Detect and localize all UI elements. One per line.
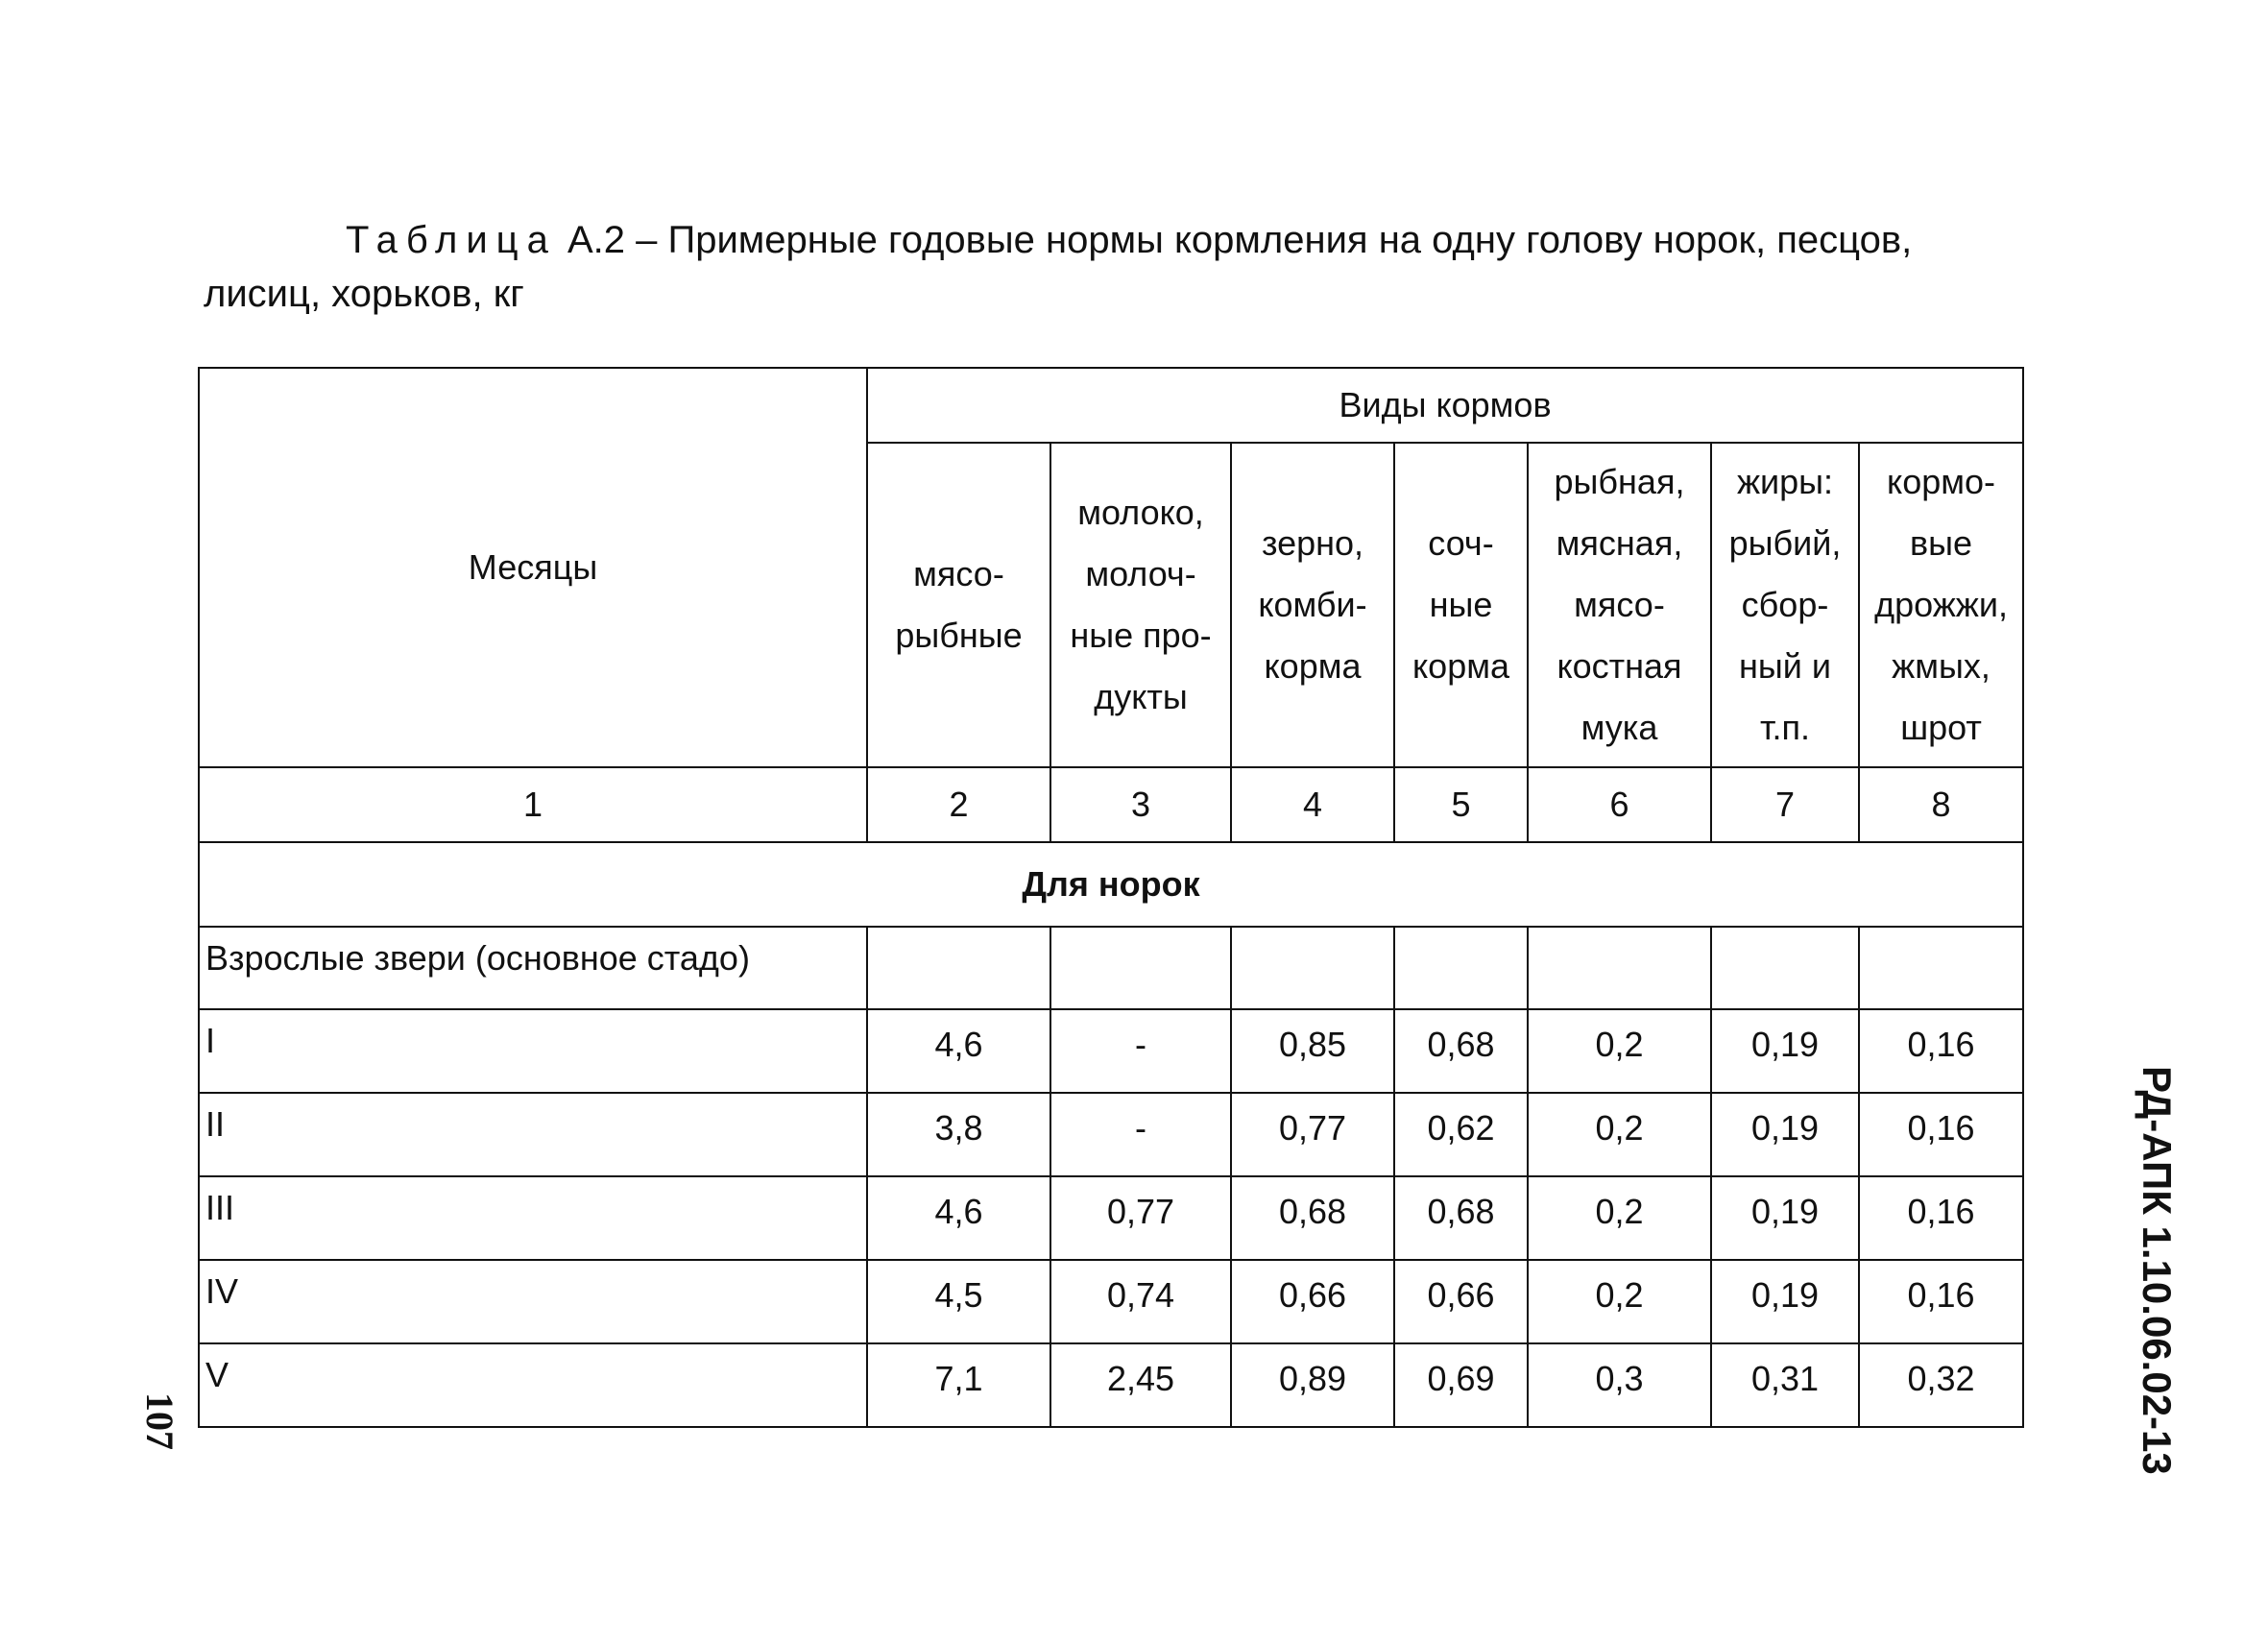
table-row	[199, 1176, 2023, 1260]
column-header-line: мясо-	[1574, 585, 1665, 624]
months-header: Месяцы	[199, 368, 867, 767]
column-header-line: молоко,	[1077, 493, 1204, 532]
value-cell: 2,45	[1050, 1343, 1231, 1427]
column-header-7	[1711, 443, 1859, 767]
column-number-1: 1	[199, 767, 867, 842]
group-cell	[1859, 927, 2023, 1009]
column-header-line: ные про-	[1070, 616, 1212, 655]
value-cell: 0,2	[1528, 1260, 1711, 1343]
feed-types-header: Виды кормов	[867, 368, 2023, 443]
caption-line-1-text: А.2 – Примерные годовые нормы кормления на одну голову норок, песцов,	[556, 219, 1913, 261]
column-header-4	[1231, 443, 1394, 767]
column-header-3	[1050, 443, 1231, 767]
column-header-line: костная	[1556, 646, 1682, 686]
group-cell	[1394, 927, 1528, 1009]
month-cell: IV	[199, 1260, 867, 1343]
feeding-norms-table	[198, 367, 2024, 1428]
column-header-line: молоч-	[1085, 554, 1196, 593]
column-header-line: жмых,	[1892, 646, 1991, 686]
value-cell: 7,1	[867, 1343, 1050, 1427]
value-cell: 0,19	[1711, 1009, 1859, 1093]
value-cell: 0,77	[1231, 1093, 1394, 1176]
value-cell: 0,85	[1231, 1009, 1394, 1093]
column-header-line: рыбная,	[1554, 462, 1685, 501]
column-header-line: мясо-	[913, 554, 1004, 593]
value-cell: 4,6	[867, 1176, 1050, 1260]
value-cell: 0,19	[1711, 1260, 1859, 1343]
value-cell: 4,5	[867, 1260, 1050, 1343]
value-cell: 0,68	[1394, 1009, 1528, 1093]
value-cell: 0,74	[1050, 1260, 1231, 1343]
value-cell: 0,31	[1711, 1343, 1859, 1427]
month-cell: I	[199, 1009, 867, 1093]
group-cell	[1528, 927, 1711, 1009]
value-cell: 3,8	[867, 1093, 1050, 1176]
page-number: 107	[138, 1392, 181, 1450]
month-cell: V	[199, 1343, 867, 1427]
column-numbers-row	[199, 767, 2023, 842]
column-header-line: т.п.	[1760, 708, 1810, 747]
value-cell: 0,2	[1528, 1093, 1711, 1176]
column-number-2: 2	[867, 767, 1050, 842]
table-row	[199, 1009, 2023, 1093]
value-cell: 0,68	[1394, 1176, 1528, 1260]
value-cell: 0,89	[1231, 1343, 1394, 1427]
value-cell: -	[1050, 1009, 1231, 1093]
column-header-line: сбор-	[1741, 585, 1829, 624]
value-cell: 0,77	[1050, 1176, 1231, 1260]
column-number-6: 6	[1528, 767, 1711, 842]
value-cell: 0,3	[1528, 1343, 1711, 1427]
column-header-line: рыбные	[895, 616, 1023, 655]
column-header-2	[867, 443, 1050, 767]
column-number-4: 4	[1231, 767, 1394, 842]
month-cell: II	[199, 1093, 867, 1176]
column-number-7: 7	[1711, 767, 1859, 842]
column-header-line: шрот	[1900, 708, 1982, 747]
caption-line-2: лисиц, хорьков, кг	[204, 273, 524, 315]
value-cell: 0,16	[1859, 1093, 2023, 1176]
value-cell: 0,32	[1859, 1343, 2023, 1427]
group-cell	[867, 927, 1050, 1009]
column-header-8	[1859, 443, 2023, 767]
group-row	[199, 927, 2023, 1009]
data-rows	[199, 1009, 2023, 1427]
caption-line-1	[204, 213, 2028, 267]
group-cell	[1711, 927, 1859, 1009]
value-cell: 0,19	[1711, 1093, 1859, 1176]
group-cell	[1231, 927, 1394, 1009]
group-label: Взрослые звери (основное стадо)	[199, 927, 867, 1009]
month-cell: III	[199, 1176, 867, 1260]
group-cell	[1050, 927, 1231, 1009]
value-cell: 0,2	[1528, 1009, 1711, 1093]
table-row	[199, 1343, 2023, 1427]
value-cell: 0,19	[1711, 1176, 1859, 1260]
value-cell: 0,66	[1394, 1260, 1528, 1343]
document-code: РД-АПК 1.10.06.02-13	[2135, 1066, 2180, 1475]
value-cell: 0,62	[1394, 1093, 1528, 1176]
column-header-line: рыбий,	[1728, 523, 1842, 563]
column-header-line: зерно,	[1261, 523, 1364, 563]
value-cell: 0,16	[1859, 1176, 2023, 1260]
table-row	[199, 1260, 2023, 1343]
section-row	[199, 842, 2023, 927]
column-header-line: комби-	[1258, 585, 1367, 624]
column-header-6	[1528, 443, 1711, 767]
table-row	[199, 1093, 2023, 1176]
column-header-line: корма	[1412, 646, 1509, 686]
column-header-line: мясная,	[1556, 523, 1683, 563]
value-cell: 0,69	[1394, 1343, 1528, 1427]
column-header-line: ные	[1429, 585, 1493, 624]
column-header-line: дрожжи,	[1874, 585, 2008, 624]
value-cell: 0,16	[1859, 1009, 2023, 1093]
value-cell: 4,6	[867, 1009, 1050, 1093]
column-header-line: соч-	[1428, 523, 1494, 563]
column-number-8: 8	[1859, 767, 2023, 842]
value-cell: 0,16	[1859, 1260, 2023, 1343]
caption-prefix: Таблица	[346, 219, 557, 261]
column-number-5: 5	[1394, 767, 1528, 842]
column-header-line: дукты	[1094, 677, 1188, 716]
section-title: Для норок	[199, 842, 2023, 927]
table-caption	[204, 213, 2028, 321]
value-cell: -	[1050, 1093, 1231, 1176]
column-header-line: корма	[1264, 646, 1362, 686]
value-cell: 0,2	[1528, 1176, 1711, 1260]
column-header-line: жиры:	[1736, 462, 1834, 501]
column-header-5	[1394, 443, 1528, 767]
column-number-3: 3	[1050, 767, 1231, 842]
column-header-line: ный и	[1739, 646, 1831, 686]
column-header-line: вые	[1910, 523, 1973, 563]
value-cell: 0,66	[1231, 1260, 1394, 1343]
column-header-line: мука	[1580, 708, 1658, 747]
value-cell: 0,68	[1231, 1176, 1394, 1260]
column-header-line: кормо-	[1887, 462, 1996, 501]
header-row-1	[199, 368, 2023, 443]
